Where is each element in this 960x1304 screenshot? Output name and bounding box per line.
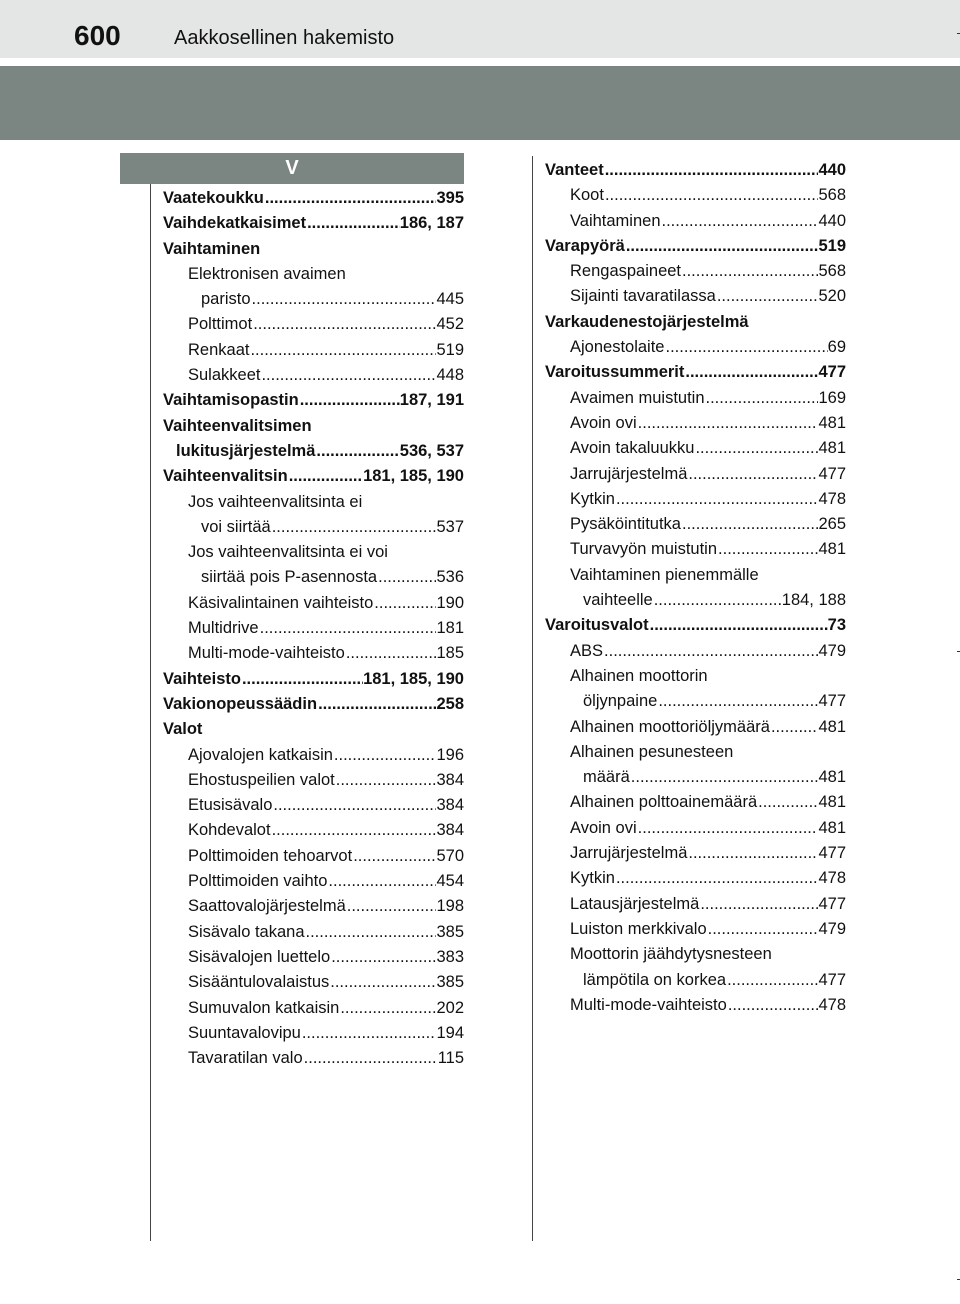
entry-pages: 481 xyxy=(818,717,846,736)
entry-pages: 536, 537 xyxy=(399,441,464,460)
entry-pages: 265 xyxy=(818,515,846,534)
index-entry xyxy=(545,993,846,1018)
entry-pages: 384 xyxy=(436,770,464,789)
index-entry xyxy=(163,920,464,945)
index-entry xyxy=(545,917,846,942)
entry-term: lukitusjärjestelmä xyxy=(176,441,316,460)
index-entry xyxy=(545,158,846,183)
index-entry xyxy=(545,360,846,385)
entry-pages: 202 xyxy=(436,998,464,1017)
dot-leader xyxy=(604,183,819,208)
dot-leader xyxy=(339,996,436,1021)
index-entry xyxy=(545,892,846,917)
dot-leader xyxy=(352,844,436,869)
dot-leader xyxy=(271,515,437,540)
entry-term: ABS xyxy=(570,641,604,660)
header-band xyxy=(0,66,960,140)
index-entry xyxy=(545,613,846,638)
entry-pages: 187, 191 xyxy=(399,391,464,410)
index-column-right xyxy=(545,158,846,1018)
entry-term: Vaatekoukku xyxy=(163,189,264,207)
entry-term: Suuntavalovipu xyxy=(188,1023,301,1042)
dot-leader xyxy=(252,312,436,337)
entry-term: Vaihdekatkaisimet xyxy=(163,214,307,233)
entry-pages: 385 xyxy=(436,973,464,992)
entry-term: Vanteet xyxy=(545,161,604,179)
entry-term: Vaihtaminen xyxy=(570,211,661,230)
entry-term: Avoin ovi xyxy=(570,818,637,837)
dot-leader xyxy=(249,338,436,363)
entry-pages: 383 xyxy=(436,947,464,966)
entry-pages: 481 xyxy=(818,540,846,559)
index-entry xyxy=(163,312,464,337)
dot-leader xyxy=(657,689,818,714)
entry-pages: 481 xyxy=(818,768,846,787)
index-entry xyxy=(163,211,464,236)
entry-term: Avoin takaluukku xyxy=(570,439,695,458)
entry-pages: 186, 187 xyxy=(399,214,464,233)
entry-pages: 519 xyxy=(818,236,846,255)
dot-leader xyxy=(241,667,363,692)
dot-leader xyxy=(653,588,782,613)
entry-pages: 258 xyxy=(436,694,464,713)
entry-pages: 536 xyxy=(436,568,464,587)
entry-term: Turvavyön muistutin xyxy=(570,540,718,559)
index-entry xyxy=(545,335,846,360)
entry-term: Alhainen moottoriöljymäärä xyxy=(570,717,770,736)
dot-leader xyxy=(681,259,818,284)
index-entry xyxy=(545,765,846,790)
entry-term: Avaimen muistutin xyxy=(570,388,705,407)
entry-pages: 184, 188 xyxy=(781,591,846,610)
dot-leader xyxy=(377,565,436,590)
entry-term: Polttimoiden vaihto xyxy=(188,872,328,891)
entry-term: Rengaspaineet xyxy=(570,262,682,281)
entry-pages: 477 xyxy=(818,464,846,483)
dot-leader xyxy=(306,211,400,236)
entry-pages: 570 xyxy=(436,846,464,865)
entry-term: määrä xyxy=(583,768,630,787)
index-heading: Elektronisen avaimen xyxy=(188,264,346,283)
entry-term: Sijainti tavaratilassa xyxy=(570,287,716,306)
entry-pages: 181, 185, 190 xyxy=(363,669,464,688)
entry-term: Jarrujärjestelmä xyxy=(570,844,688,863)
entry-pages: 181 xyxy=(436,619,464,638)
entry-term: Jarrujärjestelmä xyxy=(570,464,688,483)
entry-term: öljynpaine xyxy=(583,692,658,711)
dot-leader xyxy=(687,462,818,487)
entry-term: Renkaat xyxy=(188,340,250,359)
dot-leader xyxy=(705,386,819,411)
dot-leader xyxy=(327,869,436,894)
dot-leader xyxy=(305,920,437,945)
index-entry xyxy=(545,841,846,866)
entry-pages: 452 xyxy=(436,315,464,334)
dot-leader xyxy=(317,692,436,717)
entry-term: Ajonestolaite xyxy=(570,338,665,357)
entry-term: lämpötila on korkea xyxy=(583,970,727,989)
dot-leader xyxy=(604,158,819,183)
entry-term: Pysäköintitutka xyxy=(570,515,681,534)
entry-pages: 481 xyxy=(818,793,846,812)
index-heading: Alhainen pesunesteen xyxy=(570,742,734,761)
entry-pages: 477 xyxy=(818,970,846,989)
entry-pages: 169 xyxy=(818,388,846,407)
index-entry xyxy=(163,591,464,616)
entry-pages: 568 xyxy=(818,262,846,281)
dot-leader xyxy=(251,287,437,312)
index-entry xyxy=(163,616,464,641)
entry-term: Multi-mode-vaihteisto xyxy=(188,644,345,663)
dot-leader xyxy=(664,335,827,360)
entry-pages: 479 xyxy=(818,641,846,660)
entry-term: Latausjärjestelmä xyxy=(570,894,700,913)
entry-term: Käsivalintainen vaihteisto xyxy=(188,593,374,612)
index-entry xyxy=(545,183,846,208)
entry-pages: 181, 185, 190 xyxy=(363,467,464,486)
entry-pages: 537 xyxy=(436,517,464,536)
entry-pages: 73 xyxy=(827,616,846,635)
column-rule-left xyxy=(150,184,151,1241)
entry-pages: 445 xyxy=(436,290,464,309)
entry-term: voi siirtää xyxy=(201,517,271,536)
dot-leader xyxy=(726,968,818,993)
entry-term: Vakionopeussäädin xyxy=(163,694,318,713)
index-entry xyxy=(545,639,846,664)
dot-leader xyxy=(637,411,819,436)
dot-leader xyxy=(727,993,819,1018)
index-entry xyxy=(163,945,464,970)
index-heading: Vaihtaminen pienemmälle xyxy=(570,565,759,584)
index-entry xyxy=(163,667,464,692)
index-entry xyxy=(163,793,464,818)
entry-term: Saattovalojärjestelmä xyxy=(188,897,346,916)
index-entry xyxy=(545,689,846,714)
index-entry xyxy=(163,363,464,388)
entry-term: paristo xyxy=(201,290,251,309)
dot-leader xyxy=(603,639,818,664)
header-strip xyxy=(0,0,960,58)
index-entry xyxy=(163,1021,464,1046)
dot-leader xyxy=(694,436,818,461)
dot-leader xyxy=(699,892,818,917)
index-heading: Moottorin jäähdytysnesteen xyxy=(570,945,772,964)
index-entry xyxy=(163,287,464,312)
entry-pages: 477 xyxy=(818,692,846,711)
dot-leader xyxy=(330,945,436,970)
dot-leader xyxy=(329,970,436,995)
entry-term: Luiston merkkivalo xyxy=(570,919,707,938)
index-entry xyxy=(163,515,464,540)
dot-leader xyxy=(346,894,437,919)
dot-leader xyxy=(615,866,819,891)
entry-pages: 395 xyxy=(436,189,464,207)
dot-leader xyxy=(681,512,818,537)
index-entry xyxy=(545,790,846,815)
dot-leader xyxy=(271,818,437,843)
entry-term: Multi-mode-vaihteisto xyxy=(570,995,727,1014)
index-entry xyxy=(545,234,846,259)
entry-term: Sisävalo takana xyxy=(188,922,305,941)
index-entry xyxy=(163,894,464,919)
entry-pages: 384 xyxy=(436,821,464,840)
entry-term: Polttimoiden tehoarvot xyxy=(188,846,353,865)
page-number: 600 xyxy=(74,20,121,51)
entry-pages: 198 xyxy=(436,897,464,916)
entry-term: Kohdevalot xyxy=(188,821,271,840)
dot-leader xyxy=(259,616,437,641)
dot-leader xyxy=(625,234,819,259)
dot-leader xyxy=(299,388,400,413)
index-entry xyxy=(163,970,464,995)
index-entry xyxy=(545,866,846,891)
dot-leader xyxy=(661,209,819,234)
entry-pages: 479 xyxy=(818,919,846,938)
dot-leader xyxy=(757,790,818,815)
dot-leader xyxy=(716,284,819,309)
entry-pages: 448 xyxy=(436,366,464,385)
dot-leader xyxy=(684,360,818,385)
entry-pages: 477 xyxy=(818,894,846,913)
entry-term: Avoin ovi xyxy=(570,413,637,432)
dot-leader xyxy=(687,841,818,866)
dot-leader xyxy=(264,186,437,211)
entry-term: Sulakkeet xyxy=(188,366,261,385)
index-entry xyxy=(163,743,464,768)
entry-pages: 481 xyxy=(818,818,846,837)
entry-pages: 478 xyxy=(818,995,846,1014)
index-entry xyxy=(545,588,846,613)
dot-leader xyxy=(717,537,818,562)
entry-term: Kytkin xyxy=(570,489,615,508)
dot-leader xyxy=(707,917,819,942)
dot-leader xyxy=(303,1046,438,1071)
entry-term: Varapyörä xyxy=(545,236,625,255)
index-column-left xyxy=(163,186,464,1071)
entry-pages: 454 xyxy=(436,872,464,891)
entry-pages: 115 xyxy=(437,1049,464,1068)
entry-term: Tavaratilan valo xyxy=(188,1049,303,1068)
index-entry xyxy=(545,209,846,234)
entry-pages: 185 xyxy=(436,644,464,663)
dot-leader xyxy=(373,591,436,616)
entry-term: Varoitusvalot xyxy=(545,616,649,635)
entry-pages: 385 xyxy=(436,922,464,941)
dot-leader xyxy=(345,641,437,666)
section-letter: V xyxy=(120,153,464,184)
page-title: Aakkosellinen hakemisto xyxy=(174,27,395,49)
index-entry xyxy=(163,464,464,489)
entry-pages: 196 xyxy=(436,745,464,764)
entry-term: Sisävalojen luettelo xyxy=(188,947,331,966)
entry-term: Vaihteenvalitsin xyxy=(163,467,288,486)
index-entry xyxy=(545,436,846,461)
index-entry xyxy=(163,565,464,590)
entry-term: Vaihteisto xyxy=(163,669,241,688)
index-entry xyxy=(545,386,846,411)
index-entry xyxy=(163,692,464,717)
index-entry xyxy=(545,259,846,284)
entry-term: Sumuvalon katkaisin xyxy=(188,998,340,1017)
index-heading: Varkaudenestojärjestelmä xyxy=(545,312,749,331)
index-entry xyxy=(163,439,464,464)
entry-pages: 481 xyxy=(818,413,846,432)
entry-term: Ehostuspeilien valot xyxy=(188,770,335,789)
entry-pages: 440 xyxy=(818,211,846,230)
entry-pages: 69 xyxy=(827,338,846,357)
dot-leader xyxy=(649,613,828,638)
index-entry xyxy=(545,537,846,562)
column-rule-right xyxy=(532,156,533,1241)
index-heading: Vaihteenvalitsimen xyxy=(163,416,312,435)
index-entry xyxy=(545,715,846,740)
dot-leader xyxy=(615,487,819,512)
entry-term: Sisääntulovalaistus xyxy=(188,973,330,992)
dot-leader xyxy=(333,743,437,768)
dot-leader xyxy=(630,765,819,790)
entry-pages: 477 xyxy=(818,844,846,863)
dot-leader xyxy=(288,464,363,489)
entry-term: Alhainen polttoainemäärä xyxy=(570,793,758,812)
index-entry xyxy=(163,996,464,1021)
entry-term: Polttimot xyxy=(188,315,253,334)
entry-pages: 190 xyxy=(436,593,464,612)
entry-pages: 478 xyxy=(818,489,846,508)
entry-term: Vaihtamisopastin xyxy=(163,391,299,410)
index-entry xyxy=(545,816,846,841)
index-entry xyxy=(163,844,464,869)
entry-term: Ajovalojen katkaisin xyxy=(188,745,333,764)
index-heading: Jos vaihteenvalitsinta ei xyxy=(188,492,363,511)
dot-leader xyxy=(335,768,437,793)
entry-pages: 481 xyxy=(818,439,846,458)
index-entry xyxy=(163,818,464,843)
index-entry xyxy=(163,338,464,363)
index-entry xyxy=(163,186,464,211)
dot-leader xyxy=(272,793,436,818)
dot-leader xyxy=(770,715,819,740)
index-entry xyxy=(163,388,464,413)
entry-pages: 568 xyxy=(818,186,846,205)
entry-pages: 520 xyxy=(818,287,846,306)
entry-term: Multidrive xyxy=(188,619,259,638)
index-entry xyxy=(545,284,846,309)
index-entry xyxy=(545,968,846,993)
dot-leader xyxy=(301,1021,437,1046)
index-heading: Vaihtaminen xyxy=(163,239,261,258)
index-entry xyxy=(545,512,846,537)
dot-leader xyxy=(637,816,819,841)
entry-term: siirtää pois P-asennosta xyxy=(201,568,378,587)
index-entry xyxy=(163,1046,464,1071)
index-heading: Alhainen moottorin xyxy=(570,666,708,685)
index-entry xyxy=(163,869,464,894)
entry-pages: 194 xyxy=(436,1023,464,1042)
entry-pages: 478 xyxy=(818,869,846,888)
entry-term: vaihteelle xyxy=(583,591,653,610)
entry-term: Varoitussummerit xyxy=(545,363,685,382)
entry-term: Kytkin xyxy=(570,869,615,888)
index-entry xyxy=(163,641,464,666)
entry-term: Koot xyxy=(570,186,604,205)
index-entry xyxy=(163,768,464,793)
index-heading: Valot xyxy=(163,720,203,739)
entry-pages: 384 xyxy=(436,796,464,815)
entry-pages: 477 xyxy=(818,363,846,382)
dot-leader xyxy=(260,363,436,388)
dot-leader xyxy=(315,439,399,464)
index-heading: Jos vaihteenvalitsinta ei voi xyxy=(188,543,388,562)
entry-term: Etusisävalo xyxy=(188,796,273,815)
index-entry xyxy=(545,462,846,487)
index-entry xyxy=(545,487,846,512)
index-entry xyxy=(545,411,846,436)
entry-pages: 519 xyxy=(436,340,464,359)
entry-pages: 440 xyxy=(818,161,846,179)
